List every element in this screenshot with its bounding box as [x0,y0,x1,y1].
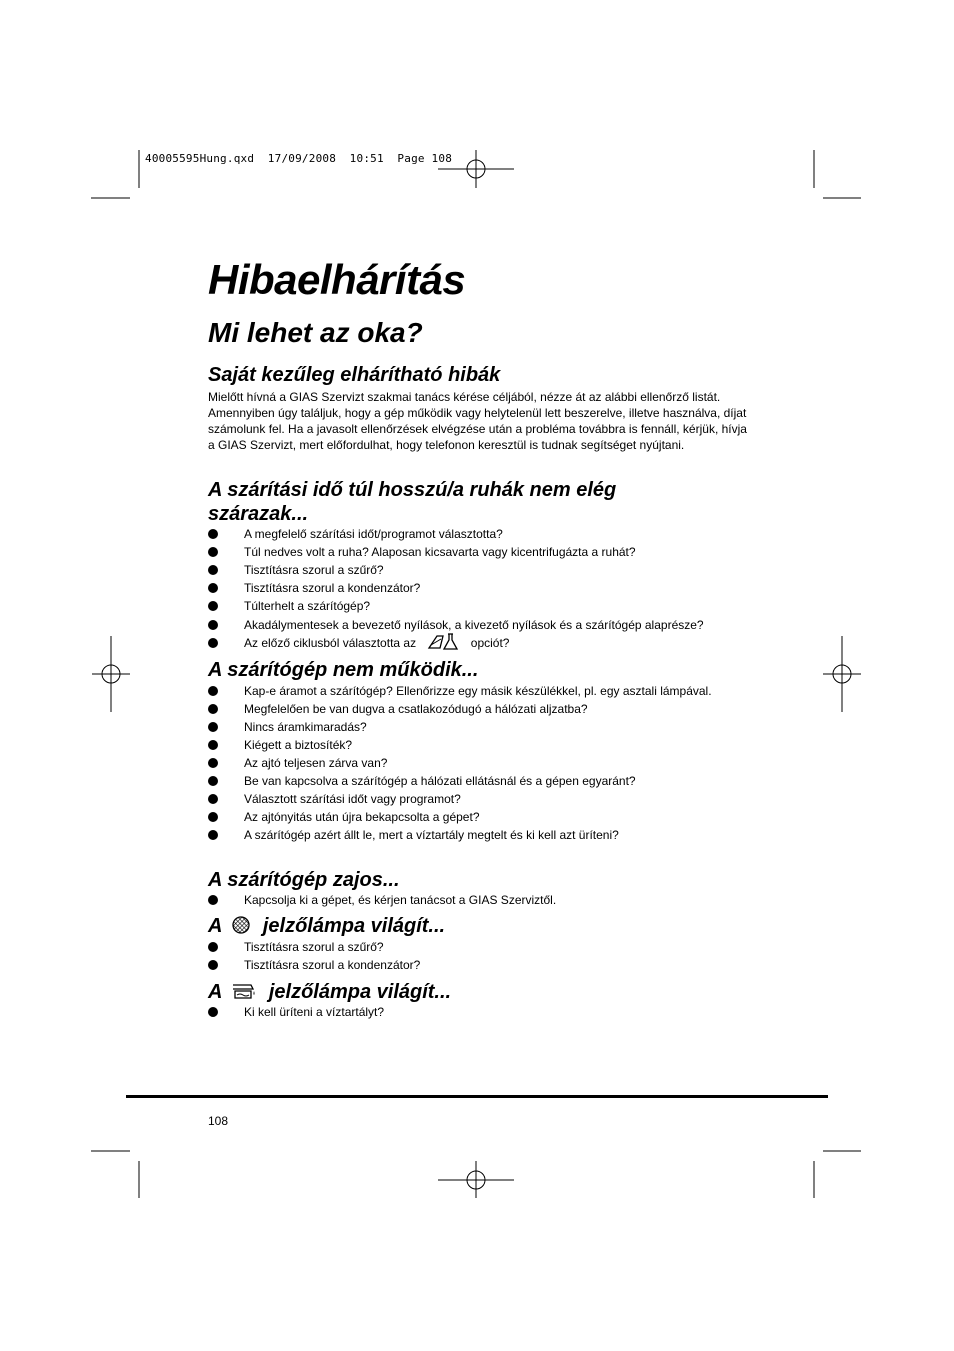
page-subtitle: Mi lehet az oka? [208,317,423,348]
filter-lamp-heading-suffix: jelzőlámpa világít... [262,915,446,937]
list-item: Nincs áramkimaradás? [208,720,728,735]
list-item [208,636,768,652]
list-item: Túlterhelt a szárítógép? [208,599,768,614]
long-drying-heading-line2: szárazak... [208,503,309,525]
print-slug: 40005595Hung.qxd 17/09/2008 10:51 Page 108 [145,152,453,165]
list-item: Tisztításra szorul a szűrő? [208,563,768,578]
filter-lamp-heading [208,914,445,938]
list-item: Tisztításra szorul a kondenzátor? [208,958,768,973]
filter-lamp-list [208,940,768,973]
long-drying-list [208,527,768,652]
water-lamp-list [208,1005,768,1020]
page-title: Hibaelhárítás [208,256,466,303]
list-item-text-before: Az előző ciklusból választotta az [244,636,417,651]
water-tank-icon [231,981,257,1001]
footer-rule [126,1095,828,1098]
noisy-heading: A szárítógép zajos... [208,869,400,891]
self-repair-text: Mielőtt hívná a GIAS Szervizt szakmai tanács kérése céljából, nézze át az alábbi ellenőrző listát. Amennyiben úgy találjuk, hogy a gép működik vagy helytelenül lett beszerelve, illetve használva, díjat számolunk fel. Ha a javasolt ellenőrzések elvégzése után a probléma továbbra is fennáll, kérjük, hívja a GIAS Szervizt, mert előfordulhat, hogy telefonon keresztül is tudnak segítséget nyújtani. [208,390,747,452]
list-item: Kiégett a biztosíték? [208,738,728,753]
list-item: Be van kapcsolva a szárítógép a hálózati ellátásnál és a gépen egyaránt? [208,774,728,789]
noisy-list [208,893,768,908]
filter-lamp-heading-prefix: A [208,915,222,937]
iron-flask-icon [427,632,461,652]
list-item: A szárítógép azért állt le, mert a víztartály megtelt és ki kell azt üríteni? [208,828,728,843]
not-working-list [208,684,728,843]
list-item: Túl nedves volt a ruha? Alaposan kicsavarta vagy kicentrifugázta a ruhát? [208,545,768,560]
list-item: A megfelelő szárítási időt/programot választotta? [208,527,768,542]
list-item: Akadálymentesek a bevezető nyílások, a kivezető nyílások és a szárítógép alaprésze? [208,618,768,633]
list-item: Megfelelően be van dugva a csatlakozódugó a hálózati aljzatba? [208,702,728,717]
list-item: Kap-e áramot a szárítógép? Ellenőrizze egy másik készülékkel, pl. egy asztali lámpával. [208,684,728,699]
page-number: 108 [208,1114,229,1128]
list-item: Tisztításra szorul a szűrő? [208,940,768,955]
water-lamp-heading-prefix: A [208,981,222,1003]
list-item: Az ajtónyitás után újra bekapcsolta a gépet? [208,810,728,825]
water-lamp-heading [208,980,451,1004]
list-item-text-after: opciót? [470,636,510,651]
not-working-heading: A szárítógép nem működik... [208,659,479,681]
list-item: Ki kell üríteni a víztartályt? [208,1005,768,1020]
list-item: Kapcsolja ki a gépet, és kérjen tanácsot a GIAS Szerviztől. [208,893,768,908]
list-item: Tisztításra szorul a kondenzátor? [208,581,768,596]
list-item: Választott szárítási időt vagy programot? [208,792,728,807]
long-drying-heading-line1: A szárítási idő túl hosszú/a ruhák nem elég [208,479,617,501]
self-repair-heading: Saját kezűleg elhárítható hibák [208,364,501,386]
list-item: Az ajtó teljesen zárva van? [208,756,728,771]
water-lamp-heading-suffix: jelzőlámpa világít... [268,981,452,1003]
long-drying-heading [208,478,616,526]
filter-icon [231,915,251,935]
